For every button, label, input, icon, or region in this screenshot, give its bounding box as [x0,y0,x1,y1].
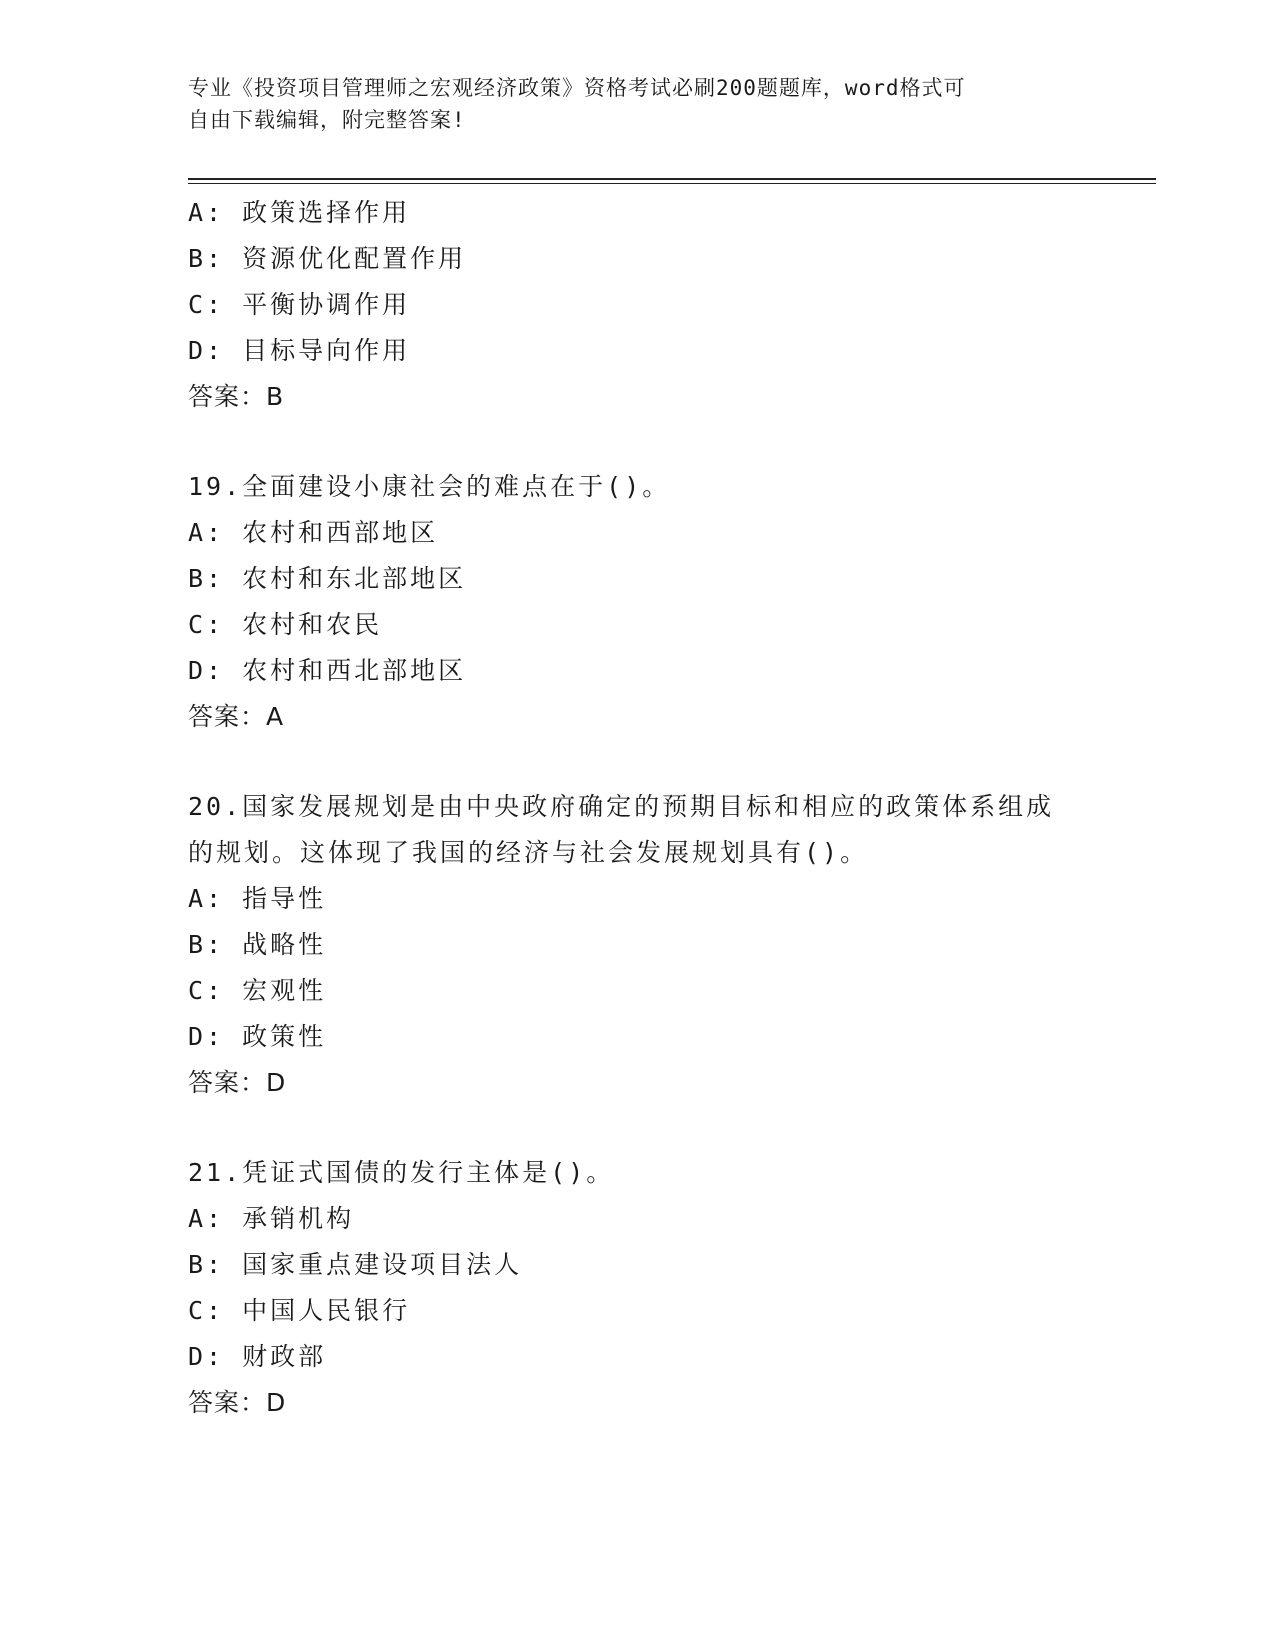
answer-line: 答案：D [188,1068,287,1097]
option-c: C: 农村和农民 [188,610,383,639]
option-b: B: 国家重点建设项目法人 [188,1250,523,1279]
header-divider-thick [188,178,1156,180]
answer-line: 答案：B [188,382,285,411]
option-b: B: 资源优化配置作用 [188,244,467,273]
option-c: C: 宏观性 [188,976,327,1005]
answer-line: 答案：D [188,1388,287,1417]
option-b: B: 农村和东北部地区 [188,564,467,593]
question-list [188,190,1088,1426]
option-a: A: 农村和西部地区 [188,518,439,547]
question-text: 21.凭证式国债的发行主体是()。 [188,1158,615,1187]
question-18 [188,190,1088,420]
option-a: A: 承销机构 [188,1204,355,1233]
option-d: D: 目标导向作用 [188,336,411,365]
header-line-2: 自由下载编辑，附完整答案! [188,108,466,132]
question-text-line-1: 20.国家发展规划是由中央政府确定的预期目标和相应的政策体系组成 [188,792,1055,821]
header-divider-thin [188,183,1156,184]
question-text-line-2: 的规划。这体现了我国的经济与社会发展规划具有()。 [188,838,869,867]
question-20 [188,784,1088,1106]
question-21 [188,1150,1088,1426]
option-a: A: 政策选择作用 [188,198,411,227]
question-text: 19.全面建设小康社会的难点在于()。 [188,472,671,501]
option-c: C: 平衡协调作用 [188,290,411,319]
header-line-1: 专业《投资项目管理师之宏观经济政策》资格考试必刷200题题库，word格式可 [188,76,966,100]
option-a: A: 指导性 [188,884,327,913]
answer-line: 答案：A [188,702,285,731]
question-19 [188,464,1088,740]
option-b: B: 战略性 [188,930,327,959]
option-d: D: 财政部 [188,1342,327,1371]
spacer [188,740,1088,784]
option-c: C: 中国人民银行 [188,1296,411,1325]
spacer [188,420,1088,464]
option-d: D: 农村和西北部地区 [188,656,467,685]
option-d: D: 政策性 [188,1022,327,1051]
spacer [188,1106,1088,1150]
document-header [188,72,1088,136]
